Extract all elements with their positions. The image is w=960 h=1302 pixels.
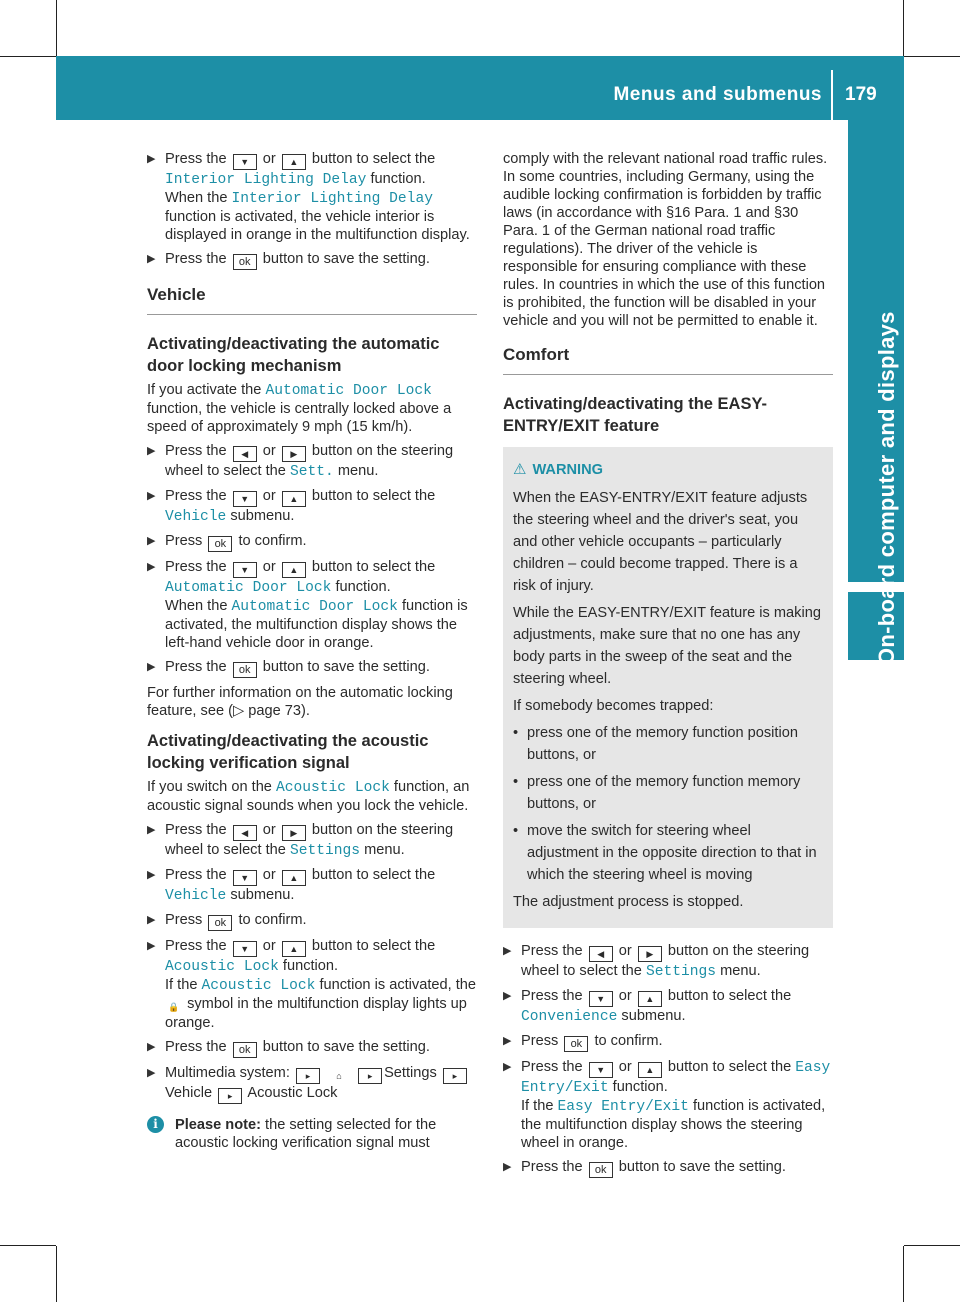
step-arrow-icon: ▶: [503, 1035, 512, 1047]
step: ▶ Press the ▼ or ▲ button to select the Interior Lighting Delay function. When the Interior Lighting Delay function is activated, the vehicle interior is displayed in orange in the multifunction display.: [147, 151, 470, 243]
ok-key-icon: ok: [233, 662, 257, 678]
right-column: [503, 150, 833, 1184]
step: ▶ Press ok to confirm.: [147, 912, 307, 929]
ok-key-icon: ok: [233, 254, 257, 270]
down-key-icon: ▼: [233, 562, 257, 578]
page-number: 179: [845, 84, 877, 105]
paragraph: If you switch on the Acoustic Lock function, an acoustic signal sounds when you lock the vehicle.: [147, 779, 470, 814]
right-key-icon: ▶: [282, 446, 306, 462]
step: ▶ Press the ▼ or ▲ button to select the Automatic Door Lock function. When the Automatic Door Lock function is activated, the multifunction display shows the left-hand vehicle door in orange.: [147, 559, 468, 651]
step-arrow-icon: ▶: [147, 561, 156, 573]
play-icon: ▸: [296, 1068, 320, 1084]
ok-key-icon: ok: [564, 1036, 588, 1052]
section-title-vehicle: Vehicle: [147, 286, 477, 315]
down-key-icon: ▼: [233, 870, 257, 886]
play-icon: ▸: [218, 1088, 242, 1104]
ok-key-icon: ok: [589, 1162, 613, 1178]
heading-acoustic-lock: Activating/deactivating the acoustic locking verification signal: [147, 732, 429, 772]
menu-code: Settings: [645, 964, 717, 980]
step: ▶ Press the ◀ or ▶ button on the steering wheel to select the Settings menu.: [147, 822, 454, 859]
paragraph: If you activate the Automatic Door Lock function, the vehicle is centrally locked above a speed of approximately 9 mph (15 km/h).: [147, 382, 452, 435]
heading-easy-entry: Activating/deactivating the EASY-ENTRY/EXIT feature: [503, 395, 768, 435]
step-arrow-icon: ▶: [503, 1161, 512, 1173]
warning-text: When the EASY-ENTRY/EXIT feature adjusts the steering wheel and the driver's seat, you and other vehicle occupants – particularly children – could become trapped. There is a risk of injury.: [513, 490, 808, 594]
down-key-icon: ▼: [233, 491, 257, 507]
note: [147, 1116, 477, 1152]
note-text: the setting selected for the acoustic locking verification signal must: [175, 1117, 437, 1151]
page-title: Menus and submenus: [613, 84, 822, 105]
step-arrow-icon: ▶: [147, 661, 156, 673]
warning-box: [503, 447, 833, 928]
right-key-icon: ▶: [282, 825, 306, 841]
warning-bullet: • press one of the memory function memory buttons, or: [513, 771, 823, 815]
step: ▶ Press the ok button to save the setting.: [147, 251, 430, 268]
step: ▶ Press the ◀ or ▶ button on the steering wheel to select the Sett. menu.: [147, 443, 454, 480]
menu-code: Interior Lighting Delay: [165, 172, 367, 188]
step-arrow-icon: ▶: [503, 945, 512, 957]
left-key-icon: ◀: [589, 946, 613, 962]
step: ▶ Press ok to confirm.: [147, 533, 307, 550]
down-key-icon: ▼: [233, 154, 257, 170]
warning-triangle-icon: ⚠: [513, 461, 527, 478]
down-key-icon: ▼: [589, 1062, 613, 1078]
ok-key-icon: ok: [208, 915, 232, 931]
home-icon: ⌂: [336, 1071, 342, 1081]
step: ▶ Press the ▼ or ▲ button to select the Vehicle submenu.: [147, 867, 436, 904]
step: ▶ Multimedia system: ▸ ⌂ ▸ Settings ▸Vehicle ▸ Acoustic Lock: [147, 1064, 477, 1104]
left-column: [147, 150, 477, 1152]
step: ▶ Press the ok button to save the setting.: [147, 659, 430, 676]
menu-code: Settings: [289, 843, 361, 859]
play-icon: ▸: [358, 1068, 382, 1084]
crop-mark: [903, 0, 904, 56]
right-key-icon: ▶: [638, 946, 662, 962]
crop-mark: [0, 1245, 56, 1246]
step: ▶ Press the ▼ or ▲ button to select the Easy Entry/Exit function. If the Easy Entry/Exit function is activated, the multifunction display shows the steering wheel in orange.: [503, 1059, 831, 1151]
menu-code: Vehicle: [165, 509, 227, 525]
crop-mark: [903, 1246, 904, 1302]
up-key-icon: ▲: [638, 991, 662, 1007]
warning-heading: ⚠ WARNING: [513, 459, 823, 481]
lock-icon: 🔒: [168, 1002, 180, 1012]
step-arrow-icon: ▶: [147, 914, 156, 926]
menu-code: Easy Entry/Exit: [521, 1060, 831, 1096]
info-icon: i: [147, 1116, 164, 1133]
crop-mark: [904, 56, 960, 57]
heading-auto-door-lock: Activating/deactivating the automatic door locking mechanism: [147, 335, 440, 375]
header-divider: [831, 70, 833, 120]
step: ▶ Press the ▼ or ▲ button to select the Vehicle submenu.: [147, 488, 436, 525]
paragraph: comply with the relevant national road traffic rules. In some countries, including Germany, using the audible locking confirmation is forbidden by traffic laws (in accordance with §16 Para. 1 and §30 Para. 1 of the German national road traffic regulations). The driver of the vehicle is responsible for ensuring compliance with these rules. In countries in which the use of this function is prohibited, the function will be disabled in your vehicle and you will not be permitted to enable it.: [503, 151, 828, 329]
down-key-icon: ▼: [589, 991, 613, 1007]
section-title-comfort: Comfort: [503, 346, 833, 375]
step-arrow-icon: ▶: [503, 1061, 512, 1073]
step: ▶ Press the ok button to save the setting.: [503, 1159, 786, 1176]
warning-bullet: • press one of the memory function position buttons, or: [513, 722, 823, 766]
up-key-icon: ▲: [282, 491, 306, 507]
up-key-icon: ▲: [282, 941, 306, 957]
step-arrow-icon: ▶: [147, 253, 156, 265]
menu-code: Convenience: [521, 1009, 618, 1025]
left-key-icon: ◀: [233, 825, 257, 841]
step-arrow-icon: ▶: [147, 940, 156, 952]
menu-code: Acoustic Lock: [165, 959, 279, 975]
step: ▶ Press the ▼ or ▲ button to select the Acoustic Lock function. If the Acoustic Lock function is activated, the 🔒 symbol in the multifunction display lights up orange.: [147, 938, 477, 1031]
step: ▶ Press the ok button to save the setting.: [147, 1039, 430, 1056]
menu-code: Automatic Door Lock: [231, 599, 398, 615]
warning-text: While the EASY-ENTRY/EXIT feature is making adjustments, make sure that no one has any body parts in the sweep of the seat and the steering wheel.: [513, 605, 821, 687]
step: ▶ Press ok to confirm.: [503, 1033, 663, 1050]
menu-code: Interior Lighting Delay: [231, 191, 433, 207]
left-key-icon: ◀: [233, 446, 257, 462]
warning-bullet: • move the switch for steering wheel adjustment in the opposite direction to that in which the steering wheel is moving: [513, 820, 823, 886]
step-arrow-icon: ▶: [147, 445, 156, 457]
step: ▶ Press the ◀ or ▶ button on the steering wheel to select the Settings menu.: [503, 943, 810, 980]
crop-mark: [0, 56, 56, 57]
step-arrow-icon: ▶: [147, 869, 156, 881]
up-key-icon: ▲: [638, 1062, 662, 1078]
ok-key-icon: ok: [233, 1042, 257, 1058]
down-key-icon: ▼: [233, 941, 257, 957]
crop-mark: [56, 0, 57, 56]
step-arrow-icon: ▶: [147, 824, 156, 836]
crop-mark: [904, 1245, 960, 1246]
ok-key-icon: ok: [208, 536, 232, 552]
menu-code: Automatic Door Lock: [265, 383, 432, 399]
paragraph-cross-reference: For further information on the automatic locking feature, see (▷ page 73).: [147, 685, 453, 719]
warning-text: The adjustment process is stopped.: [513, 894, 744, 910]
step-arrow-icon: ▶: [147, 490, 156, 502]
up-key-icon: ▲: [282, 562, 306, 578]
step-arrow-icon: ▶: [503, 990, 512, 1002]
menu-code: Sett.: [289, 464, 334, 480]
menu-code: Vehicle: [165, 888, 227, 904]
step: ▶ Press the ▼ or ▲ button to select the Convenience submenu.: [503, 988, 792, 1025]
step-arrow-icon: ▶: [147, 153, 156, 165]
step-arrow-icon: ▶: [147, 1067, 156, 1079]
note-label: Please note:: [175, 1117, 261, 1133]
warning-text: If somebody becomes trapped:: [513, 698, 714, 714]
play-icon: ▸: [443, 1068, 467, 1084]
menu-code: Easy Entry/Exit: [557, 1099, 689, 1115]
crop-mark: [56, 1246, 57, 1302]
up-key-icon: ▲: [282, 154, 306, 170]
menu-code: Acoustic Lock: [201, 978, 316, 994]
step-arrow-icon: ▶: [147, 1041, 156, 1053]
step-arrow-icon: ▶: [147, 535, 156, 547]
up-key-icon: ▲: [282, 870, 306, 886]
menu-code: Automatic Door Lock: [165, 580, 332, 596]
menu-code: Acoustic Lock: [276, 780, 390, 796]
